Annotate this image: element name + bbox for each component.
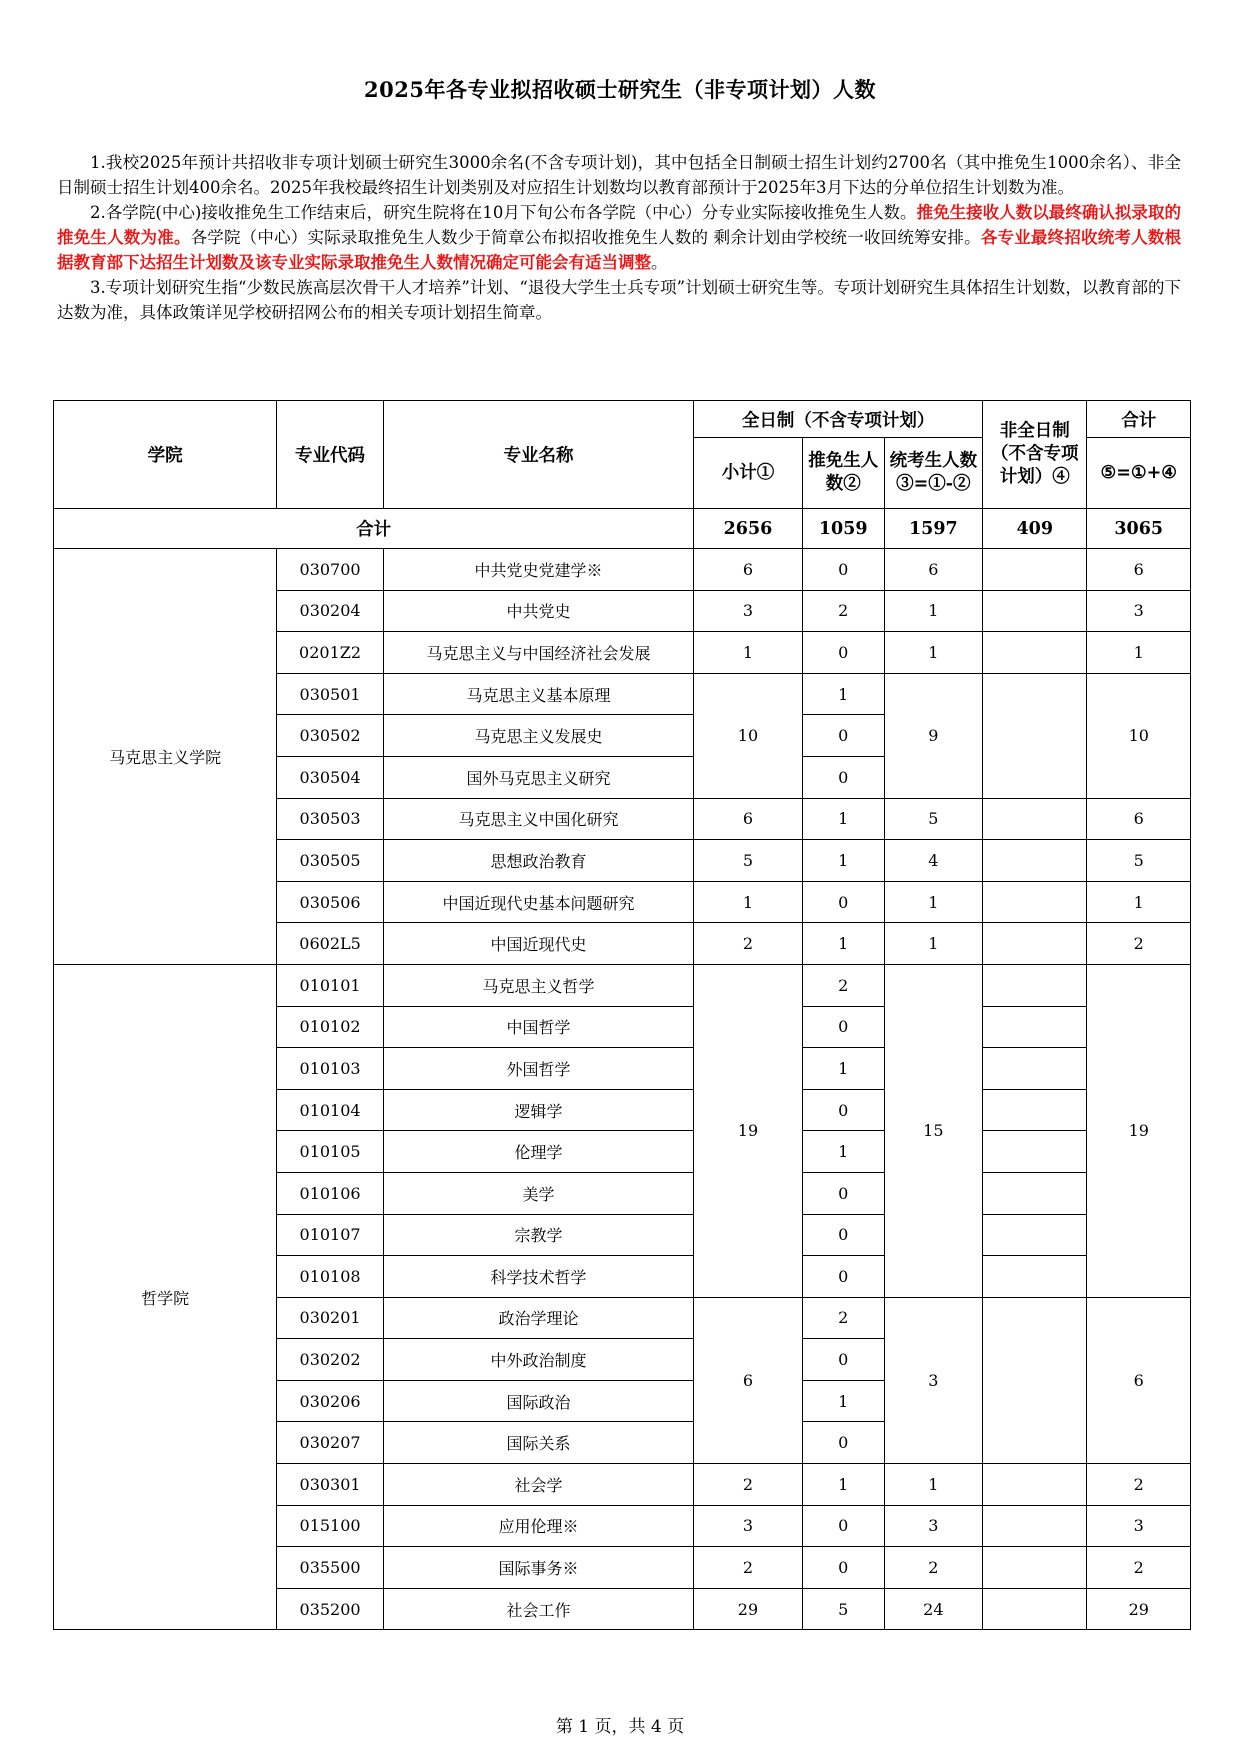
table-row: [54, 549, 1191, 591]
header-total: 合计: [1087, 401, 1191, 438]
parttime-cell: [983, 1006, 1087, 1048]
subtotal-cell: 6: [694, 549, 803, 591]
total-cell: 1: [1087, 881, 1191, 923]
tongkao-cell: 9: [884, 673, 982, 798]
note-2-text-b: 各学院（中心）实际录取推免生人数少于简章公布拟招收推免生人数的 剩余计划由学校统一收回统筹安排。: [190, 228, 981, 247]
code-cell: 030501: [277, 673, 384, 715]
tuimian-cell: 0: [802, 715, 884, 757]
code-cell: 010105: [277, 1131, 384, 1173]
code-cell: 030202: [277, 1339, 384, 1381]
major-cell: 国际事务※: [383, 1547, 693, 1589]
parttime-cell: [983, 1547, 1087, 1589]
code-cell: 030502: [277, 715, 384, 757]
total-row: [54, 509, 1191, 549]
parttime-cell: [983, 1214, 1087, 1256]
parttime-cell: [983, 590, 1087, 632]
subtotal-cell: 19: [694, 964, 803, 1297]
code-cell: 030503: [277, 798, 384, 840]
subtotal-cell: 2: [694, 1547, 803, 1589]
major-cell: 马克思主义中国化研究: [383, 798, 693, 840]
total-cell: 10: [1087, 673, 1191, 798]
code-cell: 030201: [277, 1297, 384, 1339]
major-cell: 社会学: [383, 1464, 693, 1506]
total-cell: 6: [1087, 798, 1191, 840]
parttime-cell: [983, 1464, 1087, 1506]
college-cell: 哲学院: [54, 964, 277, 1630]
major-cell: 中国哲学: [383, 1006, 693, 1048]
major-cell: 中国近现代史: [383, 923, 693, 965]
subtotal-cell: 6: [694, 798, 803, 840]
tongkao-cell: 5: [884, 798, 982, 840]
major-cell: 逻辑学: [383, 1089, 693, 1131]
enrollment-table: [53, 400, 1191, 1630]
tuimian-cell: 0: [802, 756, 884, 798]
tongkao-cell: 4: [884, 840, 982, 882]
major-cell: 美学: [383, 1172, 693, 1214]
parttime-cell: [983, 673, 1087, 798]
tuimian-cell: 1: [802, 1048, 884, 1090]
tuimian-cell: 0: [802, 881, 884, 923]
tuimian-cell: 0: [802, 1214, 884, 1256]
parttime-cell: [983, 923, 1087, 965]
subtotal-cell: 29: [694, 1588, 803, 1630]
total-cell: 19: [1087, 964, 1191, 1297]
tuimian-cell: 1: [802, 673, 884, 715]
parttime-cell: [983, 798, 1087, 840]
note-2-text-a: 2.各学院(中心)接收推免生工作结束后，研究生院将在10月下旬公布各学院（中心）分专业实际接收推免生人数。: [90, 203, 917, 222]
subtotal-cell: 1: [694, 632, 803, 674]
note-2: [57, 200, 1181, 275]
tuimian-cell: 0: [802, 1339, 884, 1381]
note-2-end: 。: [651, 253, 668, 272]
total-cell: 3: [1087, 590, 1191, 632]
parttime-cell: [983, 840, 1087, 882]
major-cell: 马克思主义哲学: [383, 964, 693, 1006]
code-cell: 030204: [277, 590, 384, 632]
total-cell: 5: [1087, 840, 1191, 882]
major-cell: 马克思主义与中国经济社会发展: [383, 632, 693, 674]
major-cell: 政治学理论: [383, 1297, 693, 1339]
college-cell: 马克思主义学院: [54, 549, 277, 965]
major-cell: 马克思主义发展史: [383, 715, 693, 757]
table-row: [54, 964, 1191, 1006]
tongkao-cell: 2: [884, 1547, 982, 1589]
code-cell: 010104: [277, 1089, 384, 1131]
tuimian-cell: 1: [802, 923, 884, 965]
total-tongkao: 1597: [884, 509, 982, 549]
total-tuimian: 1059: [802, 509, 884, 549]
major-cell: 思想政治教育: [383, 840, 693, 882]
tuimian-cell: 2: [802, 590, 884, 632]
header-major: 专业名称: [383, 401, 693, 509]
tuimian-cell: 0: [802, 549, 884, 591]
major-cell: 中共党史党建学※: [383, 549, 693, 591]
major-cell: 应用伦理※: [383, 1505, 693, 1547]
tongkao-cell: 1: [884, 1464, 982, 1506]
tongkao-cell: 1: [884, 590, 982, 632]
total-cell: 2: [1087, 1464, 1191, 1506]
total-cell: 29: [1087, 1588, 1191, 1630]
tuimian-cell: 0: [802, 1172, 884, 1214]
parttime-cell: [983, 1048, 1087, 1090]
tuimian-cell: 1: [802, 840, 884, 882]
code-cell: 030504: [277, 756, 384, 798]
total-total: 3065: [1087, 509, 1191, 549]
subtotal-cell: 5: [694, 840, 803, 882]
code-cell: 010107: [277, 1214, 384, 1256]
code-cell: 030301: [277, 1464, 384, 1506]
tuimian-cell: 5: [802, 1588, 884, 1630]
subtotal-cell: 2: [694, 923, 803, 965]
header-parttime: 非全日制（不含专项计划）④: [983, 401, 1087, 509]
major-cell: 中外政治制度: [383, 1339, 693, 1381]
tongkao-cell: 1: [884, 881, 982, 923]
code-cell: 030506: [277, 881, 384, 923]
header-fulltime: 全日制（不含专项计划）: [694, 401, 983, 438]
code-cell: 035500: [277, 1547, 384, 1589]
parttime-cell: [983, 1131, 1087, 1173]
subtotal-cell: 3: [694, 590, 803, 632]
parttime-cell: [983, 1256, 1087, 1298]
tuimian-cell: 1: [802, 1464, 884, 1506]
parttime-cell: [983, 549, 1087, 591]
major-cell: 国外马克思主义研究: [383, 756, 693, 798]
tuimian-cell: 0: [802, 1422, 884, 1464]
major-cell: 中共党史: [383, 590, 693, 632]
tongkao-cell: 1: [884, 632, 982, 674]
code-cell: 010108: [277, 1256, 384, 1298]
major-cell: 外国哲学: [383, 1048, 693, 1090]
parttime-cell: [983, 632, 1087, 674]
major-cell: 科学技术哲学: [383, 1256, 693, 1298]
page-title: 2025年各专业拟招收硕士研究生（非专项计划）人数: [364, 77, 876, 102]
tongkao-cell: 1: [884, 923, 982, 965]
major-cell: 国际关系: [383, 1422, 693, 1464]
total-subtotal: 2656: [694, 509, 803, 549]
code-cell: 035200: [277, 1588, 384, 1630]
code-cell: 015100: [277, 1505, 384, 1547]
major-cell: 马克思主义基本原理: [383, 673, 693, 715]
tuimian-cell: 1: [802, 1380, 884, 1422]
tuimian-cell: 2: [802, 964, 884, 1006]
header-code: 专业代码: [277, 401, 384, 509]
tuimian-cell: 2: [802, 1297, 884, 1339]
tongkao-cell: 3: [884, 1297, 982, 1463]
total-cell: 1: [1087, 632, 1191, 674]
tuimian-cell: 1: [802, 1131, 884, 1173]
parttime-cell: [983, 1089, 1087, 1131]
note-2-highlight-b: 各专业最终招收统考人数根据教育部下达招生计划数及该专业实际录取推免生人数情况确定可能会有适当调整: [57, 228, 1182, 272]
subtotal-cell: 2: [694, 1464, 803, 1506]
header-college: 学院: [54, 401, 277, 509]
tongkao-cell: 3: [884, 1505, 982, 1547]
parttime-cell: [983, 1172, 1087, 1214]
major-cell: 社会工作: [383, 1588, 693, 1630]
tongkao-cell: 24: [884, 1588, 982, 1630]
code-cell: 0201Z2: [277, 632, 384, 674]
parttime-cell: [983, 1505, 1087, 1547]
tongkao-cell: 6: [884, 549, 982, 591]
code-cell: 030207: [277, 1422, 384, 1464]
total-cell: 3: [1087, 1505, 1191, 1547]
tongkao-cell: 15: [884, 964, 982, 1297]
tuimian-cell: 1: [802, 798, 884, 840]
major-cell: 宗教学: [383, 1214, 693, 1256]
tuimian-cell: 0: [802, 1006, 884, 1048]
header-total-formula: ⑤=①+④: [1087, 438, 1191, 509]
subtotal-cell: 1: [694, 881, 803, 923]
header-subtotal: 小计①: [694, 438, 803, 509]
tuimian-cell: 0: [802, 1089, 884, 1131]
major-cell: 国际政治: [383, 1380, 693, 1422]
total-label: 合计: [54, 509, 694, 549]
tuimian-cell: 0: [802, 1505, 884, 1547]
note-3: 3.专项计划研究生指“少数民族高层次骨干人才培养”计划、“退役大学生士兵专项”计划硕士研究生等。专项计划研究生具体招生计划数，以教育部的下达数为准，具体政策详见学校研招网公布的相关专项计划招生简章。: [57, 278, 1181, 322]
parttime-cell: [983, 964, 1087, 1006]
code-cell: 010101: [277, 964, 384, 1006]
major-cell: 中国近现代史基本问题研究: [383, 881, 693, 923]
code-cell: 030206: [277, 1380, 384, 1422]
header-tuimian: 推免生人数②: [802, 438, 884, 509]
total-cell: 2: [1087, 923, 1191, 965]
code-cell: 010102: [277, 1006, 384, 1048]
code-cell: 030700: [277, 549, 384, 591]
note-2-highlight-a: 推免生接收人数以最终确认拟录取的推免生人数为准。: [57, 203, 1181, 247]
major-cell: 伦理学: [383, 1131, 693, 1173]
total-cell: 6: [1087, 549, 1191, 591]
parttime-cell: [983, 881, 1087, 923]
subtotal-cell: 6: [694, 1297, 803, 1463]
parttime-cell: [983, 1297, 1087, 1463]
total-cell: 2: [1087, 1547, 1191, 1589]
code-cell: 0602L5: [277, 923, 384, 965]
total-parttime: 409: [983, 509, 1087, 549]
header-tongkao: 统考生人数③=①-②: [884, 438, 982, 509]
subtotal-cell: 3: [694, 1505, 803, 1547]
parttime-cell: [983, 1588, 1087, 1630]
tuimian-cell: 0: [802, 632, 884, 674]
tuimian-cell: 0: [802, 1256, 884, 1298]
subtotal-cell: 10: [694, 673, 803, 798]
page-footer: 第 1 页，共 4 页: [555, 1717, 685, 1737]
notes-section: [57, 150, 1181, 325]
code-cell: 030505: [277, 840, 384, 882]
tuimian-cell: 0: [802, 1547, 884, 1589]
total-cell: 6: [1087, 1297, 1191, 1463]
code-cell: 010103: [277, 1048, 384, 1090]
code-cell: 010106: [277, 1172, 384, 1214]
note-1: 1.我校2025年预计共招收非专项计划硕士研究生3000余名(不含专项计划)，其中包括全日制硕士招生计划约2700名（其中推免生1000余名）、非全日制硕士招生计划400余名。2025年我校最终招生计划类别及对应招生计划数均以教育部预计于2025年3月下达的分单位招生计划数为准。: [57, 153, 1181, 197]
